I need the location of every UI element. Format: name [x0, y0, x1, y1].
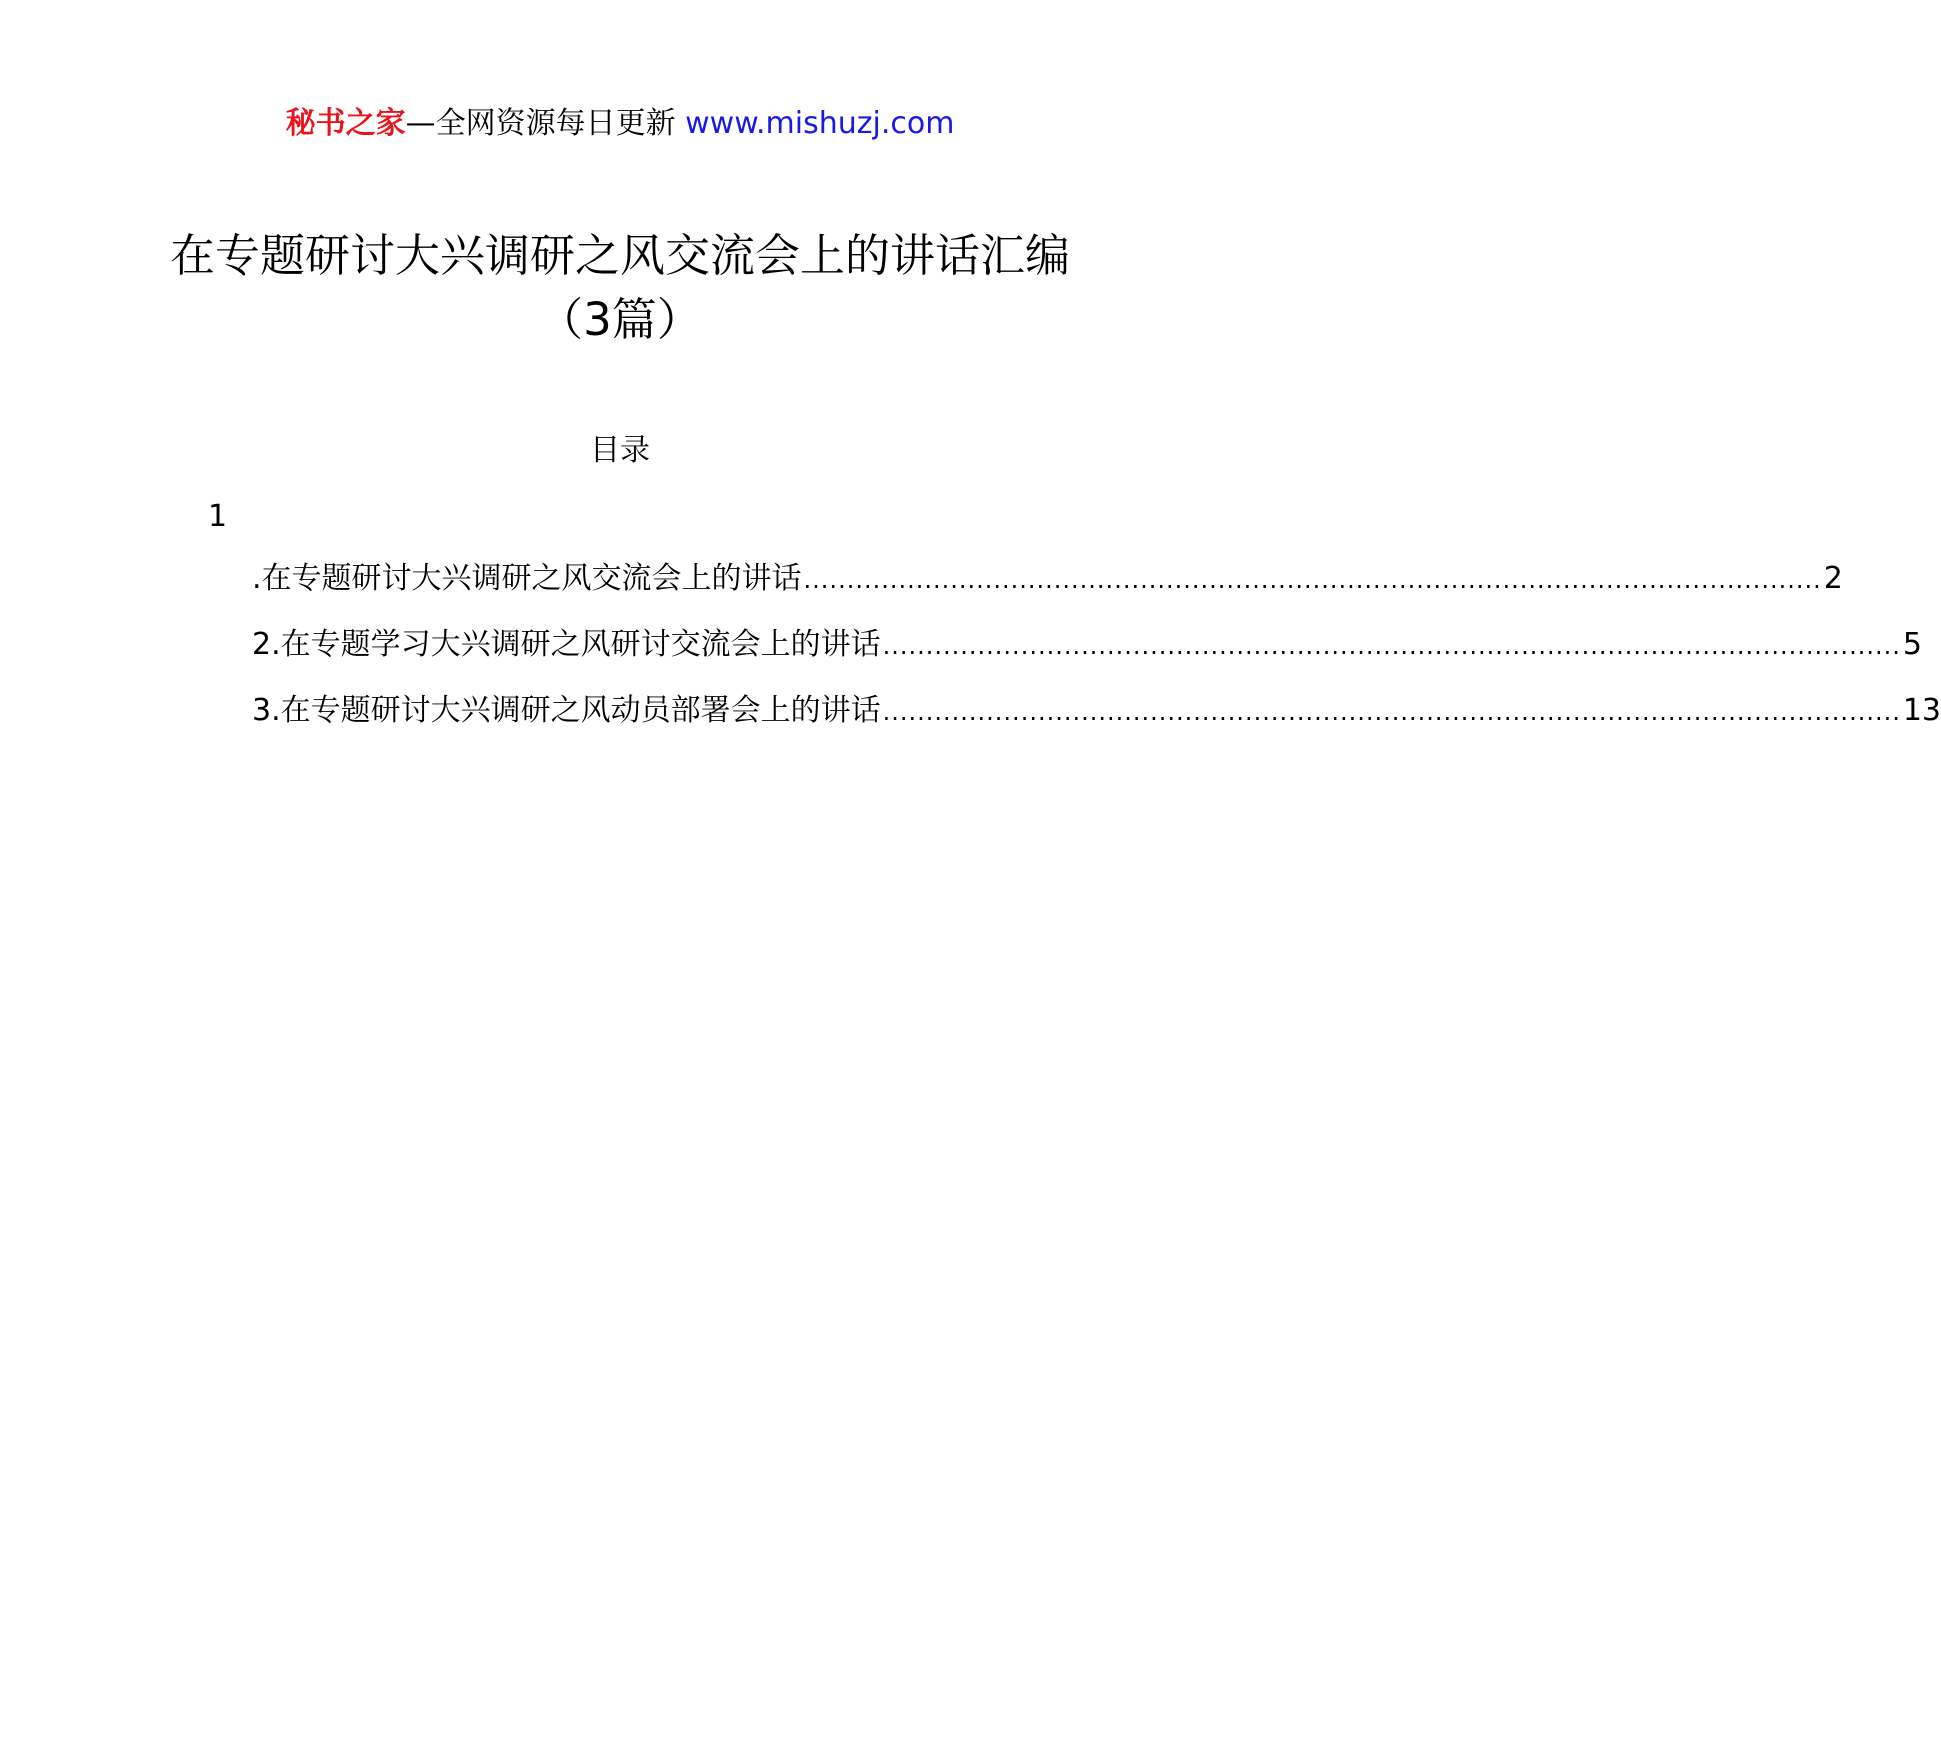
toc-entry-text: 2.在专题学习大兴调研之风研讨交流会上的讲话: [252, 627, 881, 662]
toc-entry[interactable]: [252, 558, 1843, 624]
site-url-link[interactable]: www.mishuzj.com: [685, 106, 955, 141]
toc-number-line: 1: [208, 499, 228, 534]
toc-entry-page: 5: [1902, 627, 1922, 662]
toc-entry-leader: ......................................................................................................................: [882, 698, 1901, 726]
toc-entry-text: 3.在专题研讨大兴调研之风动员部署会上的讲话: [252, 693, 881, 728]
toc-entry-leader: ......................................................................................................................: [882, 632, 1901, 660]
site-brand: 秘书之家: [285, 106, 406, 141]
document-title: 在专题研讨大兴调研之风交流会上的讲话汇编（3篇）: [169, 229, 1070, 346]
toc-entry-page: 2: [1823, 561, 1843, 596]
site-header: [0, 100, 1240, 148]
toc-list: [252, 558, 1941, 756]
toc-heading: 目录: [590, 433, 650, 468]
toc-entry-page: 13: [1902, 693, 1941, 728]
toc-entry-text: .在专题研讨大兴调研之风交流会上的讲话: [252, 561, 802, 596]
site-slogan: —全网资源每日更新: [405, 106, 676, 141]
toc-entry-leader: ......................................................................................................................: [803, 566, 1822, 594]
toc-entry[interactable]: [252, 690, 1941, 756]
toc-entry[interactable]: [252, 624, 1922, 690]
